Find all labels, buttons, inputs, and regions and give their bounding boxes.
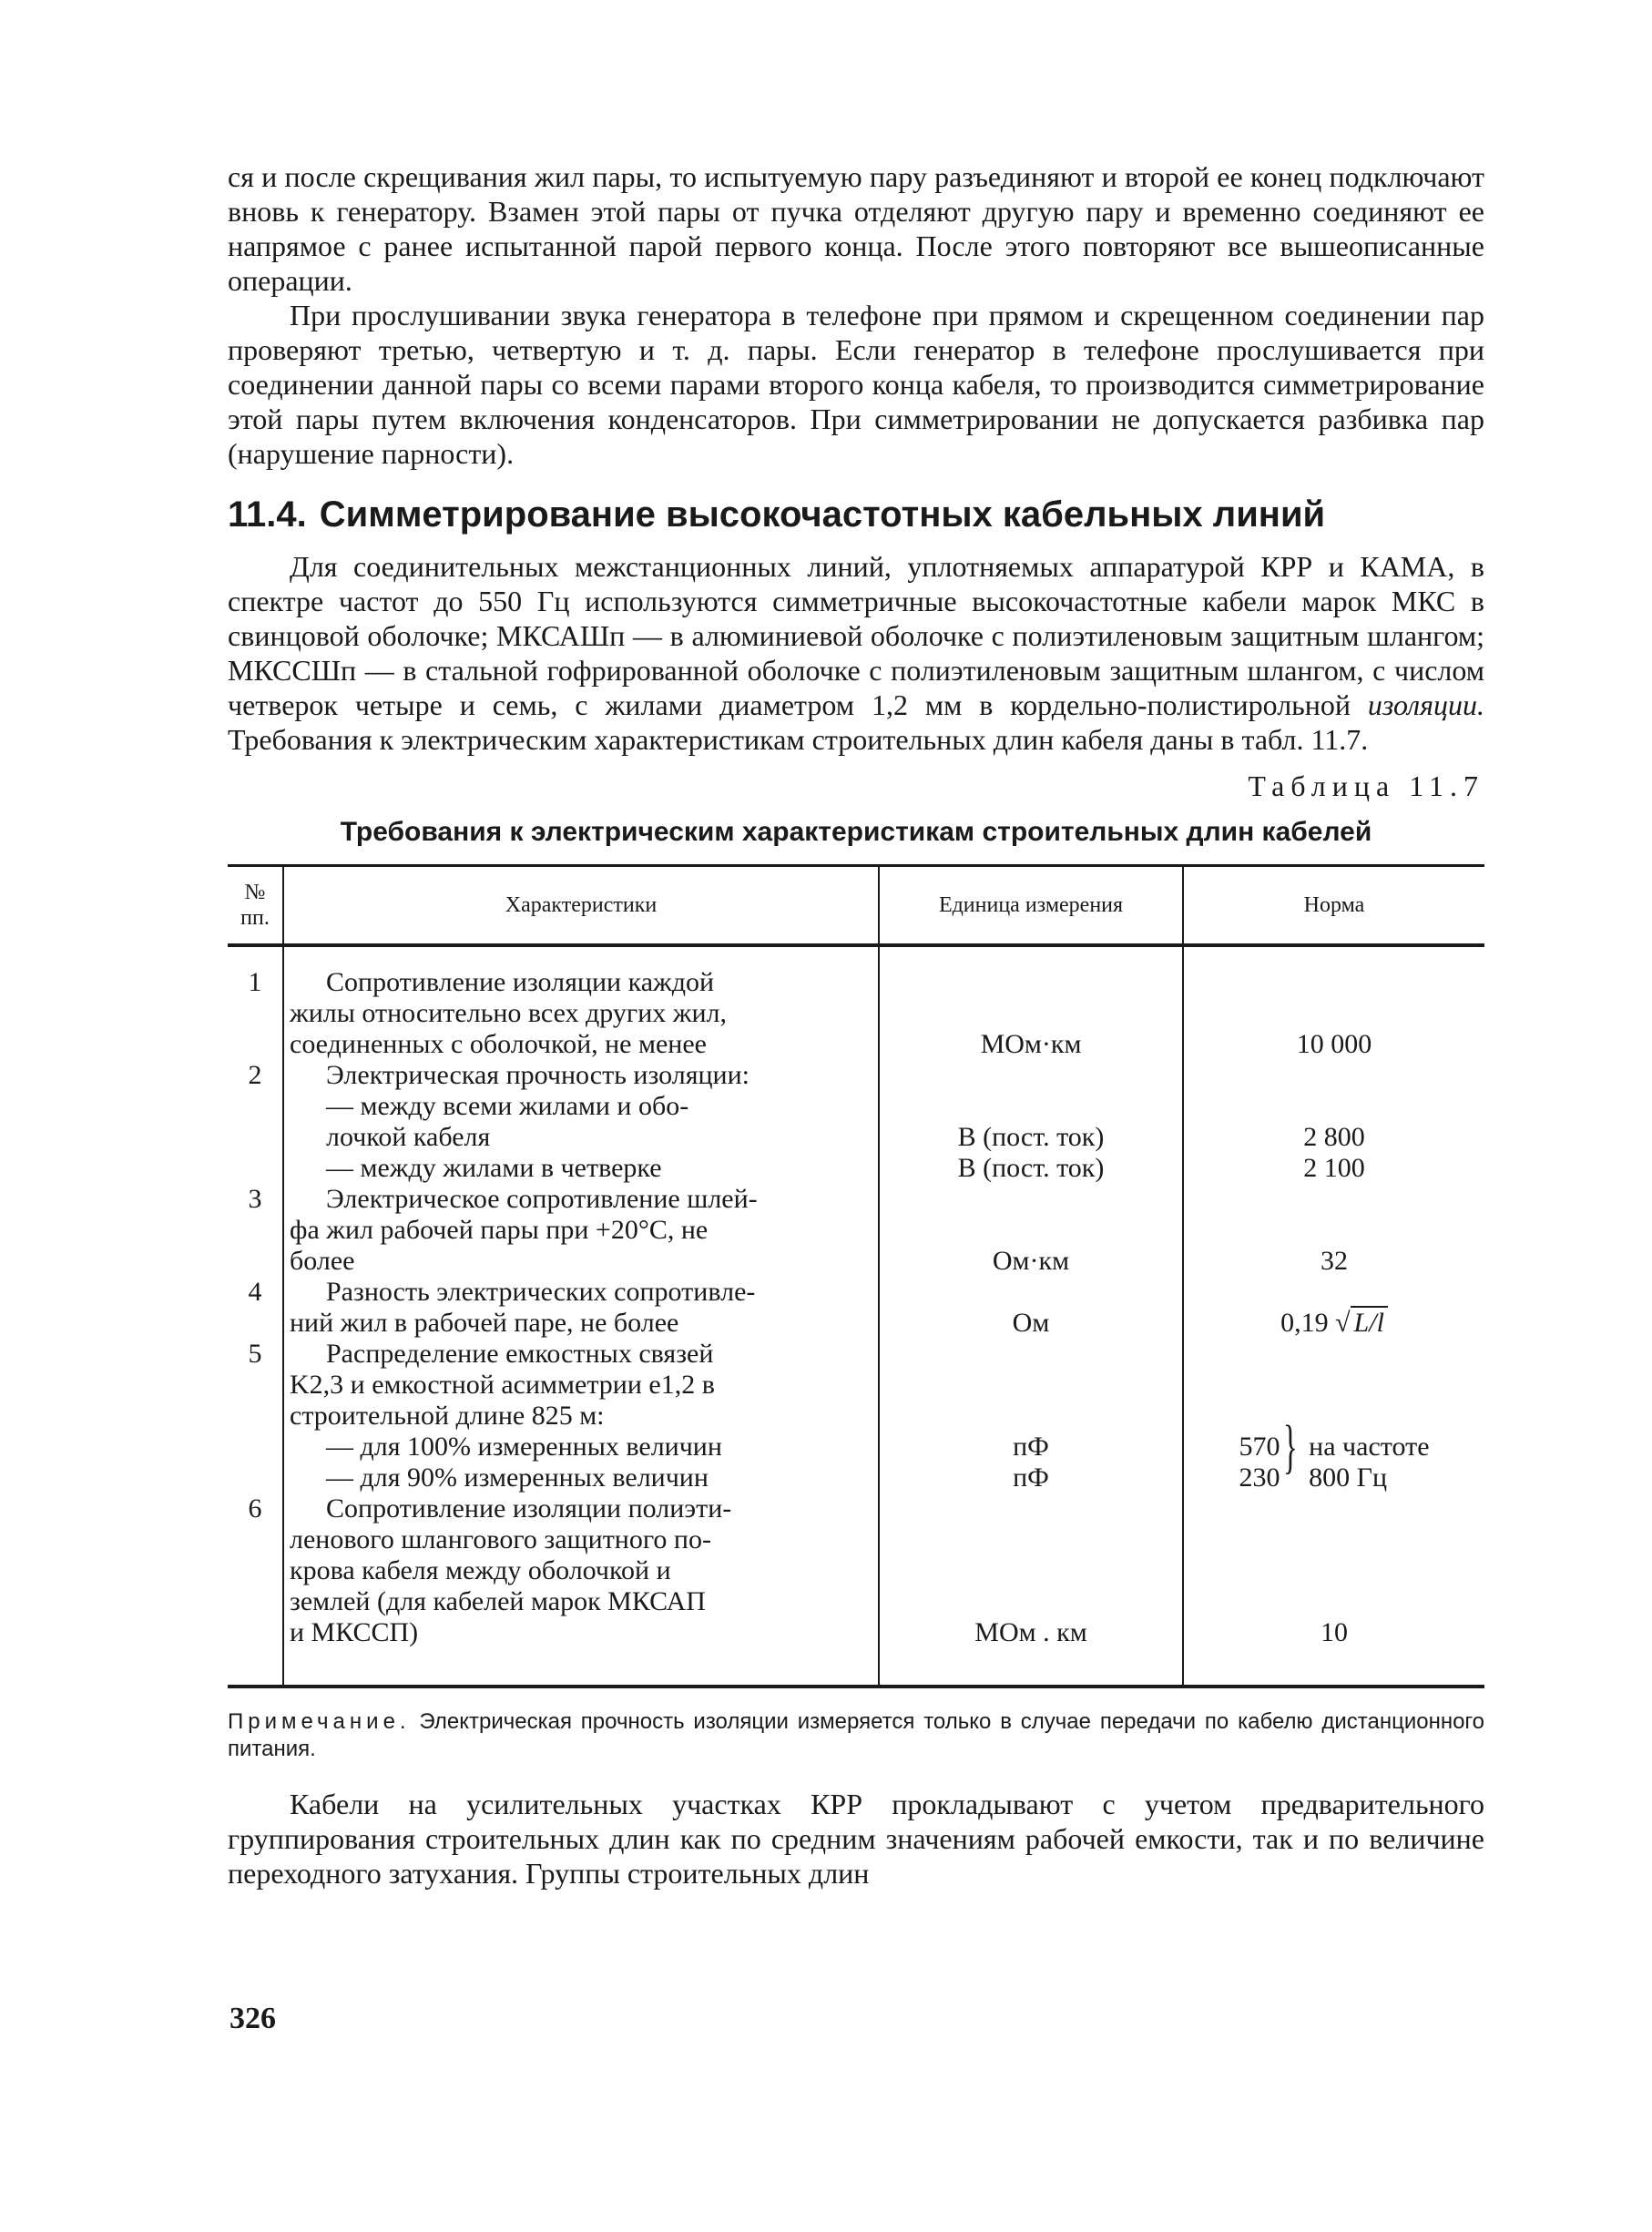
- char-line: K2,3 и емкостной асимметрии e1,2 в: [290, 1370, 715, 1400]
- row-norm: [1183, 1339, 1484, 1493]
- paragraph-continued: ся и после скрещивания жил пары, то испытуемую пару разъединяют и второй ее конец подключают вновь к генератору. Взамен этой пары от пучка отделяют другую пару и временно соединяют ее напрямое с ранее испытанной парой первого конца. После этого повторяют все вышеописанные операции.: [228, 160, 1484, 297]
- char-line: землей (для кабелей марок МКСАП: [290, 1586, 706, 1616]
- table-row: [228, 1339, 1484, 1493]
- char-line: Разность электрических сопротивле-: [326, 1277, 756, 1307]
- norm-value: 10: [1321, 1617, 1348, 1647]
- table-row: [228, 945, 1484, 1060]
- row-unit: [879, 1060, 1183, 1184]
- char-line: — между всеми жилами и обо-: [326, 1091, 689, 1121]
- page-content: [228, 159, 1484, 1891]
- char-line: Электрическая прочность изоляции:: [326, 1060, 750, 1090]
- char-line: ленового шлангового защитного по-: [290, 1524, 711, 1554]
- sqrt-expression: √ L/l: [1335, 1306, 1388, 1338]
- char-line: — для 100% измеренных величин: [326, 1432, 722, 1462]
- char-line: крова кабеля между оболочкой и: [290, 1555, 671, 1585]
- row-number: 2: [248, 1060, 262, 1090]
- row-unit: [879, 1184, 1183, 1277]
- row-norm: [1183, 1184, 1484, 1277]
- norm-value: 2 100: [1303, 1153, 1365, 1183]
- unit-value: пФ: [1013, 1463, 1049, 1493]
- char-line: Электрическое сопротивление шлей-: [326, 1184, 758, 1214]
- char-line: ний жил в рабочей паре, не более: [290, 1308, 679, 1338]
- row-number: 1: [248, 967, 262, 997]
- section-heading: [228, 493, 1484, 536]
- section-title: Симметрирование высокочастотных кабельных линий: [319, 494, 1326, 535]
- header-norm: Норма: [1183, 866, 1484, 946]
- note-label: Примечание.: [228, 1709, 411, 1734]
- row-unit: [879, 1493, 1183, 1687]
- row-unit: [879, 945, 1183, 1060]
- unit-value: МОм . км: [974, 1617, 1087, 1647]
- unit-value: В (пост. ток): [957, 1122, 1105, 1152]
- char-line: соединенных с оболочкой, не менее: [290, 1029, 707, 1059]
- char-line: Сопротивление изоляции каждой: [326, 967, 715, 997]
- section-number: 11.4.: [228, 494, 307, 535]
- row-characteristic: [283, 1184, 879, 1277]
- unit-value: пФ: [1013, 1432, 1049, 1462]
- intro-end: Требования к электрическим характеристикам строительных длин кабеля даны в табл. 11.7.: [228, 723, 1369, 756]
- row-number: 6: [248, 1493, 262, 1524]
- char-line: жилы относительно всех других жил,: [290, 998, 727, 1028]
- norm-value: 570: [1239, 1432, 1280, 1462]
- header-characteristic: Характеристики: [283, 866, 879, 946]
- unit-value: МОм·км: [980, 1029, 1082, 1059]
- row-characteristic: [283, 1339, 879, 1493]
- requirements-table: [228, 864, 1484, 1688]
- unit-value: В (пост. ток): [957, 1153, 1105, 1183]
- header-num: № пп.: [228, 866, 283, 946]
- table-row: [228, 1184, 1484, 1277]
- norm-note: 800 Гц: [1309, 1463, 1388, 1493]
- row-characteristic: [283, 945, 879, 1060]
- char-line: и МКССП): [290, 1617, 419, 1647]
- norm-note: на частоте: [1309, 1432, 1430, 1462]
- row-number: 5: [248, 1339, 262, 1369]
- char-line: — между жилами в четверке: [326, 1153, 662, 1183]
- norm-value: 10 000: [1296, 1029, 1372, 1059]
- section-intro-paragraph: [228, 549, 1484, 757]
- row-number: 3: [248, 1184, 262, 1214]
- row-characteristic: [283, 1277, 879, 1339]
- norm-value: 230: [1239, 1463, 1280, 1493]
- norm-prefix: 0,19: [1280, 1308, 1329, 1338]
- table-note: [228, 1708, 1484, 1763]
- norm-value: 32: [1321, 1246, 1348, 1276]
- char-line: лочкой кабеля: [326, 1122, 491, 1152]
- norm-group: [1189, 1413, 1479, 1493]
- intro-italic: изоляции.: [1367, 688, 1484, 721]
- table-header-row: [228, 866, 1484, 946]
- char-line: Распределение емкостных связей: [326, 1339, 714, 1369]
- unit-value: Ом·км: [992, 1246, 1070, 1276]
- char-line: более: [290, 1246, 355, 1276]
- row-norm: [1183, 1060, 1484, 1184]
- intro-text: Для соединительных межстанционных линий, уплотняемых аппаратурой КРР и КАМА, в спектре частот до 550 Гц используются симметричные высокочастотные кабели марок МКС в свинцовой оболочке; МКСАШп — в алюминиевой оболочке с полиэтиленовым защитным шлангом; МКССШп — в стальной гофрированной оболочке с полиэтиленовым защитным шлангом, с числом четверок четыре и семь, с жилами диаметром 1,2 мм в кордельно-полистирольной: [228, 550, 1484, 721]
- row-number: 4: [248, 1277, 262, 1307]
- char-line: — для 90% измеренных величин: [326, 1463, 709, 1493]
- table-row: [228, 1493, 1484, 1687]
- row-unit: [879, 1277, 1183, 1339]
- paragraph-after-table: Кабели на усилительных участках КРР прокладывают с учетом предварительного группирования строительных длин как по средним значениям рабочей емкости, так и по величине переходного затухания. Группы строительных длин: [228, 1788, 1484, 1890]
- table-row: [228, 1060, 1484, 1184]
- brace-symbol: }: [1283, 1413, 1299, 1480]
- row-norm: [1183, 1277, 1484, 1339]
- norm-formula: [1189, 1308, 1479, 1339]
- sqrt-radicand: L/l: [1351, 1306, 1388, 1338]
- char-line: строительной длине 825 м:: [290, 1401, 605, 1431]
- note-text: Электрическая прочность изоляции измеряется только в случае передачи по кабелю дистанционного питания.: [228, 1709, 1484, 1761]
- table-title: Требования к электрическим характеристикам строительных длин кабелей: [340, 817, 1372, 847]
- row-unit: [879, 1339, 1183, 1493]
- table-label: Таблица 11.7: [1248, 769, 1484, 802]
- char-line: фа жил рабочей пары при +20°С, не: [290, 1215, 709, 1245]
- page-number: 326: [229, 2002, 276, 2035]
- row-norm: [1183, 1493, 1484, 1687]
- table-row: [228, 1277, 1484, 1339]
- row-characteristic: [283, 1060, 879, 1184]
- paragraph-listening: При прослушивании звука генератора в телефоне при прямом и скрещенном соединении пар проверяют третью, четвертую и т. д. пары. Если генератор в телефоне прослушивается при соединении данной пары со всеми парами второго конца кабеля, то производится симметрирование этой пары путем включения конденсаторов. При симметрировании не допускается разбивка пар (нарушение парности).: [228, 299, 1484, 470]
- header-unit: Единица измерения: [879, 866, 1183, 946]
- row-characteristic: [283, 1493, 879, 1687]
- unit-value: Ом: [1012, 1308, 1050, 1338]
- norm-value: 2 800: [1303, 1122, 1365, 1152]
- row-norm: [1183, 945, 1484, 1060]
- char-line: Сопротивление изоляции полиэти-: [326, 1493, 732, 1524]
